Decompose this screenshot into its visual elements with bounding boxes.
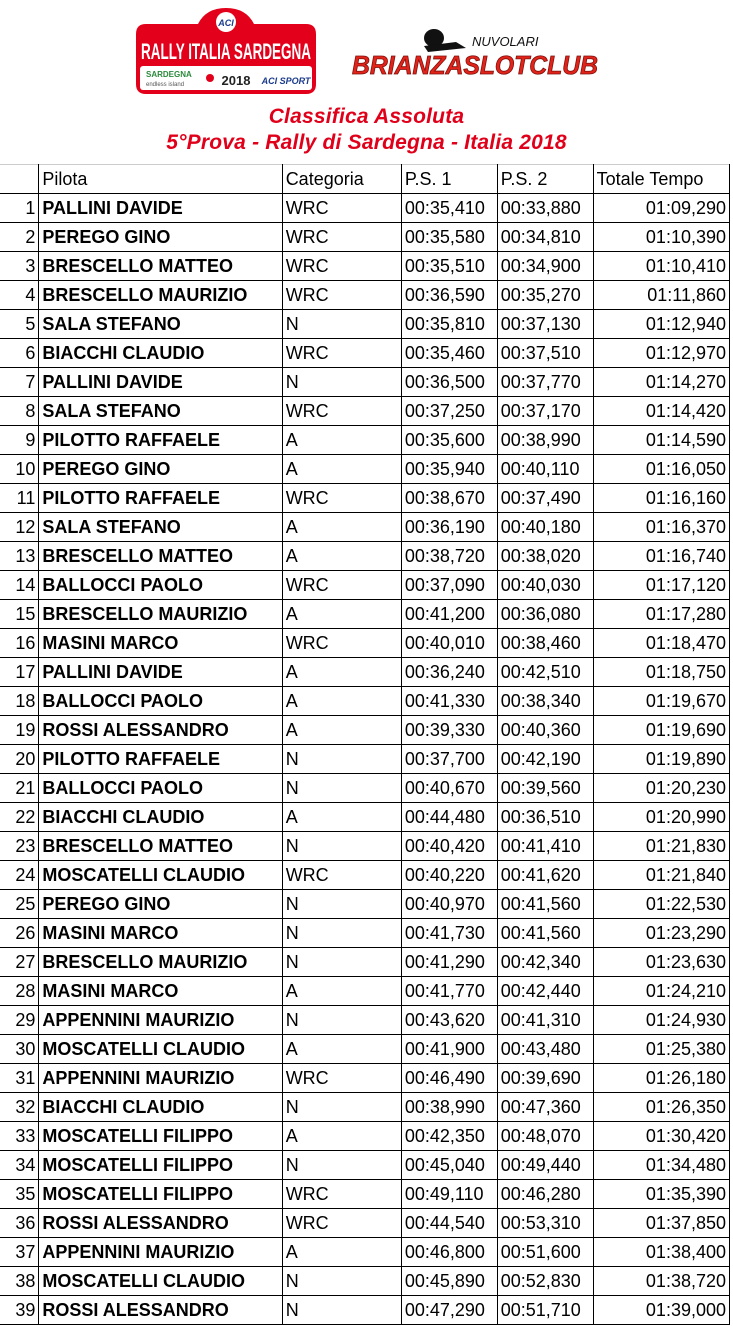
table-row — [0, 397, 730, 426]
cell-pilot: BALLOCCI PAOLO — [39, 571, 282, 600]
cell-ps2: 00:38,990 — [497, 426, 593, 455]
cell-ps2: 00:47,360 — [497, 1093, 593, 1122]
table-row — [0, 716, 730, 745]
cell-position: 36 — [0, 1209, 39, 1238]
table-row — [0, 281, 730, 310]
cell-ps2: 00:40,360 — [497, 716, 593, 745]
cell-ps2: 00:37,770 — [497, 368, 593, 397]
table-row — [0, 890, 730, 919]
cell-ps2: 00:53,310 — [497, 1209, 593, 1238]
table-row — [0, 1093, 730, 1122]
cell-ps1: 00:35,940 — [401, 455, 497, 484]
cell-pilot: BRESCELLO MATTEO — [39, 832, 282, 861]
club-logo-main-text: BRIANZASLOTCLUB — [352, 50, 598, 80]
rally-logo-acisport: ACI SPORT — [261, 76, 311, 86]
cell-pilot: BRESCELLO MATTEO — [39, 542, 282, 571]
cell-total-time: 01:24,210 — [593, 977, 729, 1006]
table-row — [0, 803, 730, 832]
table-row — [0, 1035, 730, 1064]
cell-position: 20 — [0, 745, 39, 774]
cell-ps2: 00:38,020 — [497, 542, 593, 571]
cell-ps1: 00:37,250 — [401, 397, 497, 426]
cell-category: WRC — [282, 1064, 401, 1093]
table-row — [0, 629, 730, 658]
cell-total-time: 01:14,270 — [593, 368, 729, 397]
cell-category: N — [282, 310, 401, 339]
cell-category: WRC — [282, 1209, 401, 1238]
cell-ps1: 00:44,480 — [401, 803, 497, 832]
cell-pilot: BIACCHI CLAUDIO — [39, 803, 282, 832]
table-row — [0, 1151, 730, 1180]
cell-ps2: 00:36,080 — [497, 600, 593, 629]
table-row — [0, 1006, 730, 1035]
cell-ps2: 00:52,830 — [497, 1267, 593, 1296]
cell-ps1: 00:38,990 — [401, 1093, 497, 1122]
table-row — [0, 1267, 730, 1296]
cell-pilot: MASINI MARCO — [39, 629, 282, 658]
cell-position: 25 — [0, 890, 39, 919]
cell-ps1: 00:38,720 — [401, 542, 497, 571]
cell-ps1: 00:37,700 — [401, 745, 497, 774]
cell-total-time: 01:39,000 — [593, 1296, 729, 1325]
cell-ps1: 00:47,290 — [401, 1296, 497, 1325]
cell-ps1: 00:35,410 — [401, 194, 497, 223]
cell-ps1: 00:41,330 — [401, 687, 497, 716]
cell-category: A — [282, 600, 401, 629]
cell-total-time: 01:16,050 — [593, 455, 729, 484]
cell-position: 31 — [0, 1064, 39, 1093]
cell-ps1: 00:35,810 — [401, 310, 497, 339]
table-row — [0, 571, 730, 600]
cell-position: 24 — [0, 861, 39, 890]
cell-pilot: MOSCATELLI CLAUDIO — [39, 1035, 282, 1064]
cell-category: A — [282, 1035, 401, 1064]
cell-ps2: 00:37,510 — [497, 339, 593, 368]
table-row — [0, 310, 730, 339]
cell-category: WRC — [282, 339, 401, 368]
cell-total-time: 01:37,850 — [593, 1209, 729, 1238]
cell-category: A — [282, 542, 401, 571]
cell-position: 2 — [0, 223, 39, 252]
cell-position: 19 — [0, 716, 39, 745]
rally-logo-endless: endless island — [146, 82, 185, 88]
cell-position: 27 — [0, 948, 39, 977]
cell-category: N — [282, 745, 401, 774]
cell-position: 4 — [0, 281, 39, 310]
cell-ps1: 00:37,090 — [401, 571, 497, 600]
cell-category: A — [282, 803, 401, 832]
cell-ps2: 00:49,440 — [497, 1151, 593, 1180]
table-row — [0, 658, 730, 687]
cell-category: WRC — [282, 571, 401, 600]
table-row — [0, 977, 730, 1006]
cell-category: A — [282, 1238, 401, 1267]
cell-position: 15 — [0, 600, 39, 629]
cell-pilot: PILOTTO RAFFAELE — [39, 745, 282, 774]
cell-ps2: 00:36,510 — [497, 803, 593, 832]
cell-ps2: 00:39,690 — [497, 1064, 593, 1093]
cell-ps1: 00:46,490 — [401, 1064, 497, 1093]
cell-position: 21 — [0, 774, 39, 803]
rally-logo-year: 2018 — [221, 73, 251, 88]
cell-pilot: PALLINI DAVIDE — [39, 368, 282, 397]
cell-category: N — [282, 890, 401, 919]
cell-total-time: 01:26,350 — [593, 1093, 729, 1122]
cell-total-time: 01:19,890 — [593, 745, 729, 774]
cell-position: 39 — [0, 1296, 39, 1325]
cell-ps1: 00:42,350 — [401, 1122, 497, 1151]
cell-ps1: 00:38,670 — [401, 484, 497, 513]
table-row — [0, 455, 730, 484]
cell-ps2: 00:34,900 — [497, 252, 593, 281]
title-block — [0, 104, 733, 156]
cell-category: WRC — [282, 223, 401, 252]
cell-total-time: 01:23,290 — [593, 919, 729, 948]
cell-total-time: 01:18,470 — [593, 629, 729, 658]
cell-category: WRC — [282, 397, 401, 426]
cell-category: N — [282, 832, 401, 861]
cell-pilot: ROSSI ALESSANDRO — [39, 716, 282, 745]
cell-category: A — [282, 426, 401, 455]
cell-ps2: 00:33,880 — [497, 194, 593, 223]
cell-pilot: ROSSI ALESSANDRO — [39, 1296, 282, 1325]
cell-ps1: 00:35,580 — [401, 223, 497, 252]
cell-category: WRC — [282, 281, 401, 310]
cell-ps2: 00:41,560 — [497, 890, 593, 919]
table-row — [0, 194, 730, 223]
cell-pilot: BIACCHI CLAUDIO — [39, 1093, 282, 1122]
cell-pilot: BRESCELLO MAURIZIO — [39, 600, 282, 629]
table-row — [0, 426, 730, 455]
cell-category: N — [282, 1093, 401, 1122]
cell-position: 26 — [0, 919, 39, 948]
cell-ps1: 00:41,730 — [401, 919, 497, 948]
cell-total-time: 01:24,930 — [593, 1006, 729, 1035]
cell-pilot: ROSSI ALESSANDRO — [39, 1209, 282, 1238]
cell-ps2: 00:51,710 — [497, 1296, 593, 1325]
cell-position: 10 — [0, 455, 39, 484]
table-row — [0, 600, 730, 629]
table-row — [0, 1209, 730, 1238]
cell-position: 7 — [0, 368, 39, 397]
table-row — [0, 1238, 730, 1267]
cell-position: 3 — [0, 252, 39, 281]
cell-category: WRC — [282, 629, 401, 658]
cell-category: N — [282, 1151, 401, 1180]
cell-category: WRC — [282, 861, 401, 890]
cell-position: 29 — [0, 1006, 39, 1035]
table-row — [0, 774, 730, 803]
cell-position: 17 — [0, 658, 39, 687]
cell-total-time: 01:10,410 — [593, 252, 729, 281]
rally-logo-main-text: RALLY ITALIA SARDEGNA — [141, 39, 312, 64]
cell-total-time: 01:14,420 — [593, 397, 729, 426]
cell-ps2: 00:41,620 — [497, 861, 593, 890]
cell-ps2: 00:46,280 — [497, 1180, 593, 1209]
cell-total-time: 01:18,750 — [593, 658, 729, 687]
cell-pilot: PALLINI DAVIDE — [39, 194, 282, 223]
cell-pilot: APPENNINI MAURIZIO — [39, 1064, 282, 1093]
cell-total-time: 01:21,830 — [593, 832, 729, 861]
cell-pilot: SALA STEFANO — [39, 397, 282, 426]
cell-total-time: 01:19,670 — [593, 687, 729, 716]
cell-ps1: 00:43,620 — [401, 1006, 497, 1035]
cell-category: N — [282, 948, 401, 977]
rally-italia-sardegna-logo — [128, 4, 324, 96]
cell-ps2: 00:37,490 — [497, 484, 593, 513]
cell-ps2: 00:43,480 — [497, 1035, 593, 1064]
brianza-slot-club-logo — [348, 24, 604, 84]
table-row — [0, 513, 730, 542]
cell-category: A — [282, 1122, 401, 1151]
cell-pilot: PEREGO GINO — [39, 455, 282, 484]
cell-ps1: 00:41,900 — [401, 1035, 497, 1064]
cell-position: 18 — [0, 687, 39, 716]
cell-category: N — [282, 774, 401, 803]
table-row — [0, 252, 730, 281]
cell-ps1: 00:36,240 — [401, 658, 497, 687]
cell-ps2: 00:48,070 — [497, 1122, 593, 1151]
cell-total-time: 01:20,990 — [593, 803, 729, 832]
page-subtitle: 5°Prova - Rally di Sardegna - Italia 2018 — [166, 131, 567, 154]
cell-ps1: 00:44,540 — [401, 1209, 497, 1238]
table-row — [0, 339, 730, 368]
cell-total-time: 01:35,390 — [593, 1180, 729, 1209]
table-row — [0, 1296, 730, 1325]
cell-position: 14 — [0, 571, 39, 600]
table-row — [0, 1180, 730, 1209]
aci-emblem-text: ACI — [218, 18, 234, 28]
cell-ps1: 00:36,590 — [401, 281, 497, 310]
cell-pilot: MASINI MARCO — [39, 977, 282, 1006]
header-category: Categoria — [282, 165, 401, 194]
results-table — [0, 164, 730, 1325]
cell-ps1: 00:41,290 — [401, 948, 497, 977]
cell-position: 35 — [0, 1180, 39, 1209]
page-title: Classifica Assoluta — [268, 105, 465, 128]
cell-position: 32 — [0, 1093, 39, 1122]
cell-ps1: 00:40,670 — [401, 774, 497, 803]
cell-category: WRC — [282, 1180, 401, 1209]
cell-position: 28 — [0, 977, 39, 1006]
cell-ps2: 00:35,270 — [497, 281, 593, 310]
cell-ps2: 00:41,560 — [497, 919, 593, 948]
cell-category: N — [282, 368, 401, 397]
cell-total-time: 01:38,720 — [593, 1267, 729, 1296]
cell-total-time: 01:12,970 — [593, 339, 729, 368]
cell-category: N — [282, 1267, 401, 1296]
cell-category: A — [282, 716, 401, 745]
table-row — [0, 948, 730, 977]
cell-ps2: 00:41,310 — [497, 1006, 593, 1035]
cell-pilot: MOSCATELLI CLAUDIO — [39, 861, 282, 890]
cell-category: N — [282, 1296, 401, 1325]
cell-pilot: BALLOCCI PAOLO — [39, 687, 282, 716]
cell-total-time: 01:34,480 — [593, 1151, 729, 1180]
cell-ps2: 00:34,810 — [497, 223, 593, 252]
cell-ps2: 00:40,110 — [497, 455, 593, 484]
header-pilot: Pilota — [39, 165, 282, 194]
cell-total-time: 01:23,630 — [593, 948, 729, 977]
cell-total-time: 01:17,120 — [593, 571, 729, 600]
cell-pilot: PILOTTO RAFFAELE — [39, 484, 282, 513]
cell-pilot: MOSCATELLI FILIPPO — [39, 1122, 282, 1151]
cell-ps1: 00:40,010 — [401, 629, 497, 658]
cell-position: 22 — [0, 803, 39, 832]
cell-position: 23 — [0, 832, 39, 861]
header-position — [0, 165, 39, 194]
cell-total-time: 01:10,390 — [593, 223, 729, 252]
cell-position: 6 — [0, 339, 39, 368]
cell-ps2: 00:40,180 — [497, 513, 593, 542]
cell-category: N — [282, 1006, 401, 1035]
cell-position: 11 — [0, 484, 39, 513]
table-row — [0, 368, 730, 397]
cell-pilot: MOSCATELLI FILIPPO — [39, 1180, 282, 1209]
cell-pilot: MASINI MARCO — [39, 919, 282, 948]
cell-category: WRC — [282, 252, 401, 281]
cell-pilot: BRESCELLO MAURIZIO — [39, 948, 282, 977]
cell-pilot: BIACCHI CLAUDIO — [39, 339, 282, 368]
cell-ps1: 00:45,890 — [401, 1267, 497, 1296]
cell-ps1: 00:45,040 — [401, 1151, 497, 1180]
header-ps1: P.S. 1 — [401, 165, 497, 194]
cell-ps1: 00:36,190 — [401, 513, 497, 542]
cell-position: 8 — [0, 397, 39, 426]
cell-position: 38 — [0, 1267, 39, 1296]
cell-total-time: 01:14,590 — [593, 426, 729, 455]
cell-total-time: 01:16,740 — [593, 542, 729, 571]
cell-total-time: 01:20,230 — [593, 774, 729, 803]
cell-position: 34 — [0, 1151, 39, 1180]
cell-ps1: 00:35,460 — [401, 339, 497, 368]
cell-pilot: APPENNINI MAURIZIO — [39, 1006, 282, 1035]
cell-ps1: 00:35,600 — [401, 426, 497, 455]
cell-pilot: APPENNINI MAURIZIO — [39, 1238, 282, 1267]
header-total-time: Totale Tempo — [593, 165, 729, 194]
table-row — [0, 745, 730, 774]
cell-ps2: 00:40,030 — [497, 571, 593, 600]
cell-ps1: 00:40,970 — [401, 890, 497, 919]
cell-position: 13 — [0, 542, 39, 571]
header-ps2: P.S. 2 — [497, 165, 593, 194]
cell-total-time: 01:26,180 — [593, 1064, 729, 1093]
cell-ps1: 00:46,800 — [401, 1238, 497, 1267]
cell-ps2: 00:38,340 — [497, 687, 593, 716]
cell-total-time: 01:30,420 — [593, 1122, 729, 1151]
table-row — [0, 832, 730, 861]
cell-position: 33 — [0, 1122, 39, 1151]
cell-pilot: BRESCELLO MAURIZIO — [39, 281, 282, 310]
cell-ps2: 00:42,190 — [497, 745, 593, 774]
cell-ps2: 00:37,130 — [497, 310, 593, 339]
cell-pilot: MOSCATELLI FILIPPO — [39, 1151, 282, 1180]
logos-header — [0, 0, 733, 104]
cell-position: 1 — [0, 194, 39, 223]
cell-pilot: BALLOCCI PAOLO — [39, 774, 282, 803]
cell-ps2: 00:42,510 — [497, 658, 593, 687]
cell-pilot: MOSCATELLI CLAUDIO — [39, 1267, 282, 1296]
cell-ps2: 00:42,440 — [497, 977, 593, 1006]
table-row — [0, 861, 730, 890]
cell-category: WRC — [282, 484, 401, 513]
cell-total-time: 01:38,400 — [593, 1238, 729, 1267]
cell-pilot: SALA STEFANO — [39, 513, 282, 542]
cell-ps2: 00:42,340 — [497, 948, 593, 977]
table-row — [0, 1122, 730, 1151]
club-logo-nuvolari: NUVOLARI — [472, 34, 539, 49]
cell-category: N — [282, 919, 401, 948]
cell-category: A — [282, 455, 401, 484]
cell-pilot: BRESCELLO MATTEO — [39, 252, 282, 281]
cell-total-time: 01:12,940 — [593, 310, 729, 339]
cell-pilot: SALA STEFANO — [39, 310, 282, 339]
cell-category: A — [282, 658, 401, 687]
cell-position: 9 — [0, 426, 39, 455]
cell-pilot: PILOTTO RAFFAELE — [39, 426, 282, 455]
cell-total-time: 01:19,690 — [593, 716, 729, 745]
cell-total-time: 01:17,280 — [593, 600, 729, 629]
cell-ps2: 00:51,600 — [497, 1238, 593, 1267]
cell-position: 37 — [0, 1238, 39, 1267]
cell-category: A — [282, 687, 401, 716]
table-header-row — [0, 165, 730, 194]
table-row — [0, 687, 730, 716]
cell-ps1: 00:36,500 — [401, 368, 497, 397]
table-row — [0, 484, 730, 513]
cell-position: 5 — [0, 310, 39, 339]
cell-total-time: 01:25,380 — [593, 1035, 729, 1064]
cell-pilot: PEREGO GINO — [39, 223, 282, 252]
cell-ps1: 00:40,420 — [401, 832, 497, 861]
cell-total-time: 01:09,290 — [593, 194, 729, 223]
table-row — [0, 1064, 730, 1093]
table-row — [0, 223, 730, 252]
cell-category: A — [282, 513, 401, 542]
cell-ps2: 00:41,410 — [497, 832, 593, 861]
cell-position: 16 — [0, 629, 39, 658]
cell-ps1: 00:41,770 — [401, 977, 497, 1006]
cell-category: A — [282, 977, 401, 1006]
cell-total-time: 01:16,370 — [593, 513, 729, 542]
cell-pilot: PALLINI DAVIDE — [39, 658, 282, 687]
cell-total-time: 01:16,160 — [593, 484, 729, 513]
cell-ps1: 00:40,220 — [401, 861, 497, 890]
cell-ps1: 00:49,110 — [401, 1180, 497, 1209]
cell-ps2: 00:38,460 — [497, 629, 593, 658]
cell-category: WRC — [282, 194, 401, 223]
cell-position: 12 — [0, 513, 39, 542]
cell-position: 30 — [0, 1035, 39, 1064]
table-row — [0, 919, 730, 948]
cell-ps2: 00:37,170 — [497, 397, 593, 426]
cell-ps1: 00:35,510 — [401, 252, 497, 281]
table-row — [0, 542, 730, 571]
cell-total-time: 01:21,840 — [593, 861, 729, 890]
rally-logo-sardegna: SARDEGNA — [146, 70, 192, 79]
cell-ps2: 00:39,560 — [497, 774, 593, 803]
cell-total-time: 01:22,530 — [593, 890, 729, 919]
cell-total-time: 01:11,860 — [593, 281, 729, 310]
cell-pilot: PEREGO GINO — [39, 890, 282, 919]
cell-ps1: 00:39,330 — [401, 716, 497, 745]
cell-ps1: 00:41,200 — [401, 600, 497, 629]
